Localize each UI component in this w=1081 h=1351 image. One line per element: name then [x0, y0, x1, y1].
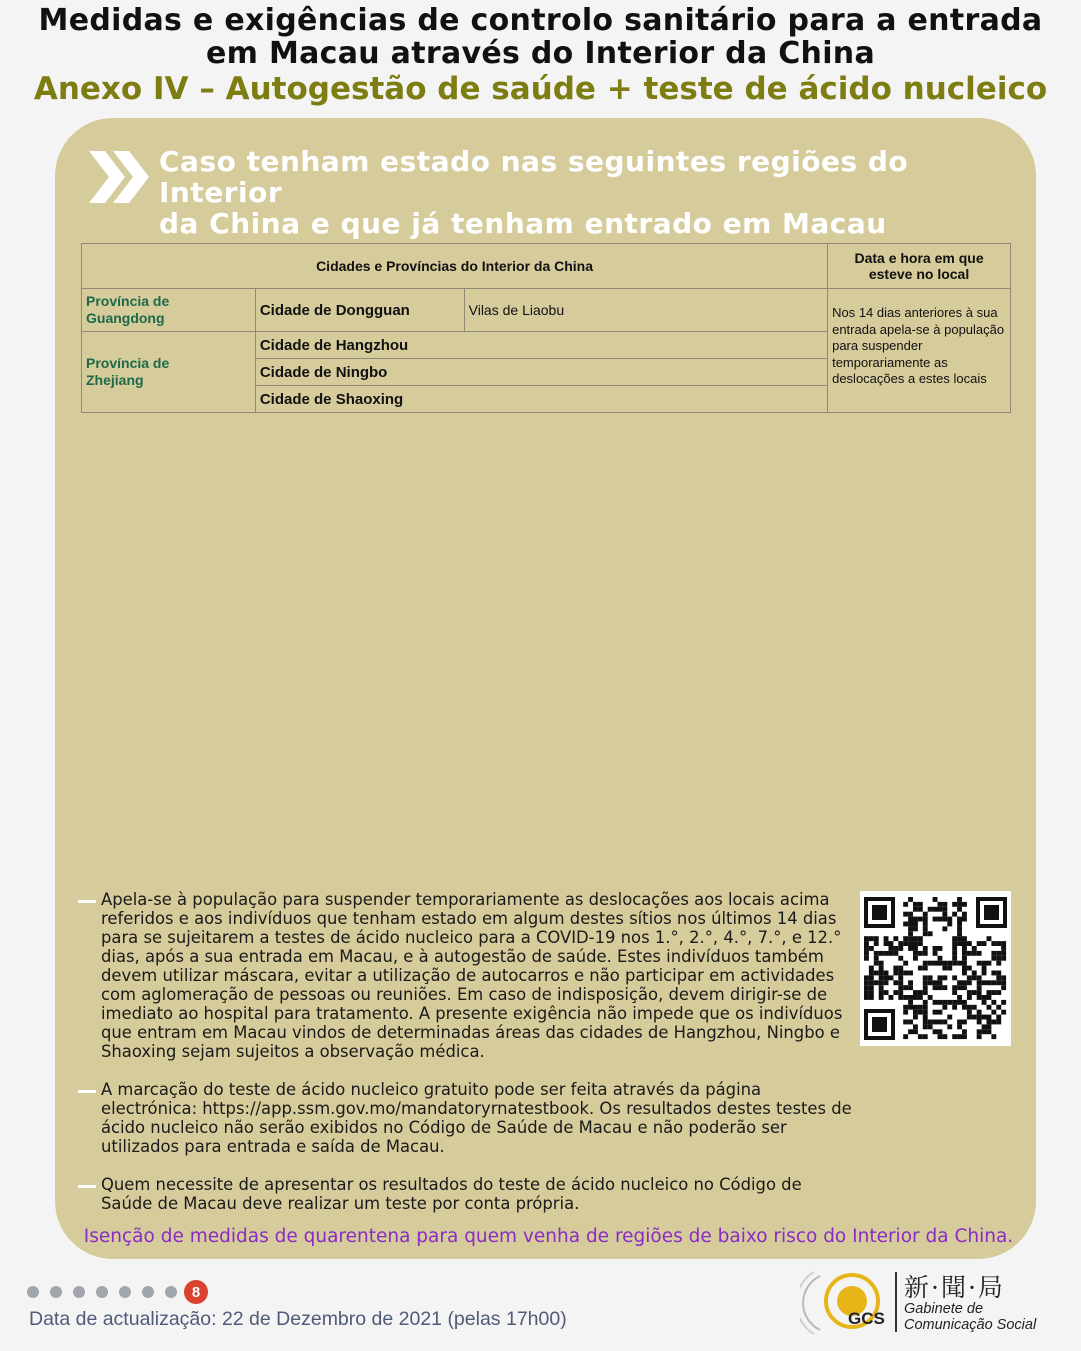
note-item [78, 890, 853, 1061]
city-dongguan: Cidade de Dongguan [255, 289, 464, 332]
page-dot[interactable] [165, 1286, 177, 1298]
qr-code-icon[interactable] [860, 891, 1011, 1046]
town-liaobu: Vilas de Liaobu [464, 289, 827, 332]
table-header-row [82, 244, 1011, 289]
dash-bullet-icon [78, 1185, 96, 1188]
page-title-line1: Medidas e exigências de controlo sanitário para a entrada [38, 3, 1043, 38]
page-title-line2: em Macau através do Interior da China [206, 36, 875, 71]
logo-pt-line2: Comunicação Social [904, 1317, 1037, 1333]
city-hangzhou: Cidade de Hangzhou [255, 332, 827, 359]
page-dot[interactable] [142, 1286, 154, 1298]
city-ningbo: Cidade de Ningbo [255, 359, 827, 386]
note-text-1: Apela-se à população para suspender temporariamente as deslocações aos locais acima referidos e aos indivíduos que tenham estado em algum destes sítios nos últimos 14 dias para se sujeitarem a testes de ácido nucleico para a COVID-19 nos 1.°, 2.°, 4.°, 7.°, e 12.° dias, após a sua entrada em Macau, e à autogestão de saúde. Estes indivíduos também devem utilizar máscara, evitar a utilização de autocarros e não participar em actividades com aglomeração de pessoas ou reuniões. Em caso de indisposição, devem dirigir-se de imediato ao hospital para tratamento. A presente exigência não impede que os indivíduos que entram em Macau vindos de determinadas áreas das cidades de Hangzhou, Ningbo e Shaoxing sejam sujeitos a observação médica. [101, 890, 843, 1061]
logo-separator [895, 1272, 897, 1332]
logo-portuguese-name [904, 1301, 1036, 1333]
page-dot[interactable] [119, 1286, 131, 1298]
province-guangdong [82, 289, 256, 332]
header-datetime [828, 244, 1011, 289]
banner-heading [159, 146, 1019, 239]
note-text-3: Quem necessite de apresentar os resultados do teste de ácido nucleico no Código de Saúde de Macau deve realizar um teste por conta própria. [101, 1175, 802, 1213]
page-dot[interactable] [96, 1286, 108, 1298]
page-title [0, 4, 1081, 70]
province-zhejiang-l2: Zhejiang [86, 372, 144, 388]
note-text-2: A marcação do teste de ácido nucleico gratuito pode ser feita através da página electrónica: https://app.ssm.gov.mo/mandatoryrnatestbook. Os resultados destes testes de ácido nucleico não serão exibidos no Código de Saúde de Macau e não poderão ser utilizados para entrada e saída de Macau. [101, 1080, 852, 1156]
page-subtitle: Anexo IV – Autogestão de saúde + teste de ácido nucleico [33, 71, 1048, 107]
regions-table [81, 243, 1011, 413]
dash-bullet-icon [78, 1090, 96, 1093]
logo-pt-line1: Gabinete de [904, 1301, 984, 1317]
province-zhejiang [82, 332, 256, 413]
gcs-logo-icon [800, 1268, 890, 1338]
banner-line2: da China e que já tenham entrado em Macau [159, 207, 887, 240]
exemption-note: Isenção de medidas de quarentena para quem venha de regiões de baixo risco do Interior da China. [83, 1226, 1014, 1247]
province-zhejiang-l1: Província de [86, 355, 170, 371]
update-date: Data de actualização: 22 de Dezembro de 2021 (pelas 17h00) [29, 1308, 567, 1330]
notes-list [78, 890, 853, 1232]
city-shaoxing: Cidade de Shaoxing [255, 386, 827, 413]
note-item [78, 1175, 853, 1213]
logo-chinese-name: 新·聞·局 [904, 1273, 1005, 1302]
page-dot[interactable] [50, 1286, 62, 1298]
page-dot[interactable] [27, 1286, 39, 1298]
province-guangdong-l1: Província de [86, 293, 170, 309]
pagination [27, 1280, 208, 1304]
note-item [78, 1080, 853, 1156]
banner-line1: Caso tenham estado nas seguintes regiões do Interior [159, 145, 909, 209]
current-page-badge[interactable]: 8 [184, 1280, 208, 1304]
header-regions: Cidades e Províncias do Interior da China [82, 244, 828, 289]
header-datetime-l1: Data e hora em que [854, 250, 984, 266]
header-datetime-l2: esteve no local [868, 266, 970, 282]
dash-bullet-icon [78, 900, 96, 903]
province-guangdong-l2: Guangdong [86, 310, 165, 326]
double-chevron-icon [87, 149, 149, 205]
page-dot[interactable] [73, 1286, 85, 1298]
datetime-note: Nos 14 dias anteriores à sua entrada apela-se à população para suspender temporariamente as deslocações a estes locais [828, 289, 1011, 413]
svg-text:GCS: GCS [848, 1309, 885, 1328]
table-row [82, 289, 1011, 332]
